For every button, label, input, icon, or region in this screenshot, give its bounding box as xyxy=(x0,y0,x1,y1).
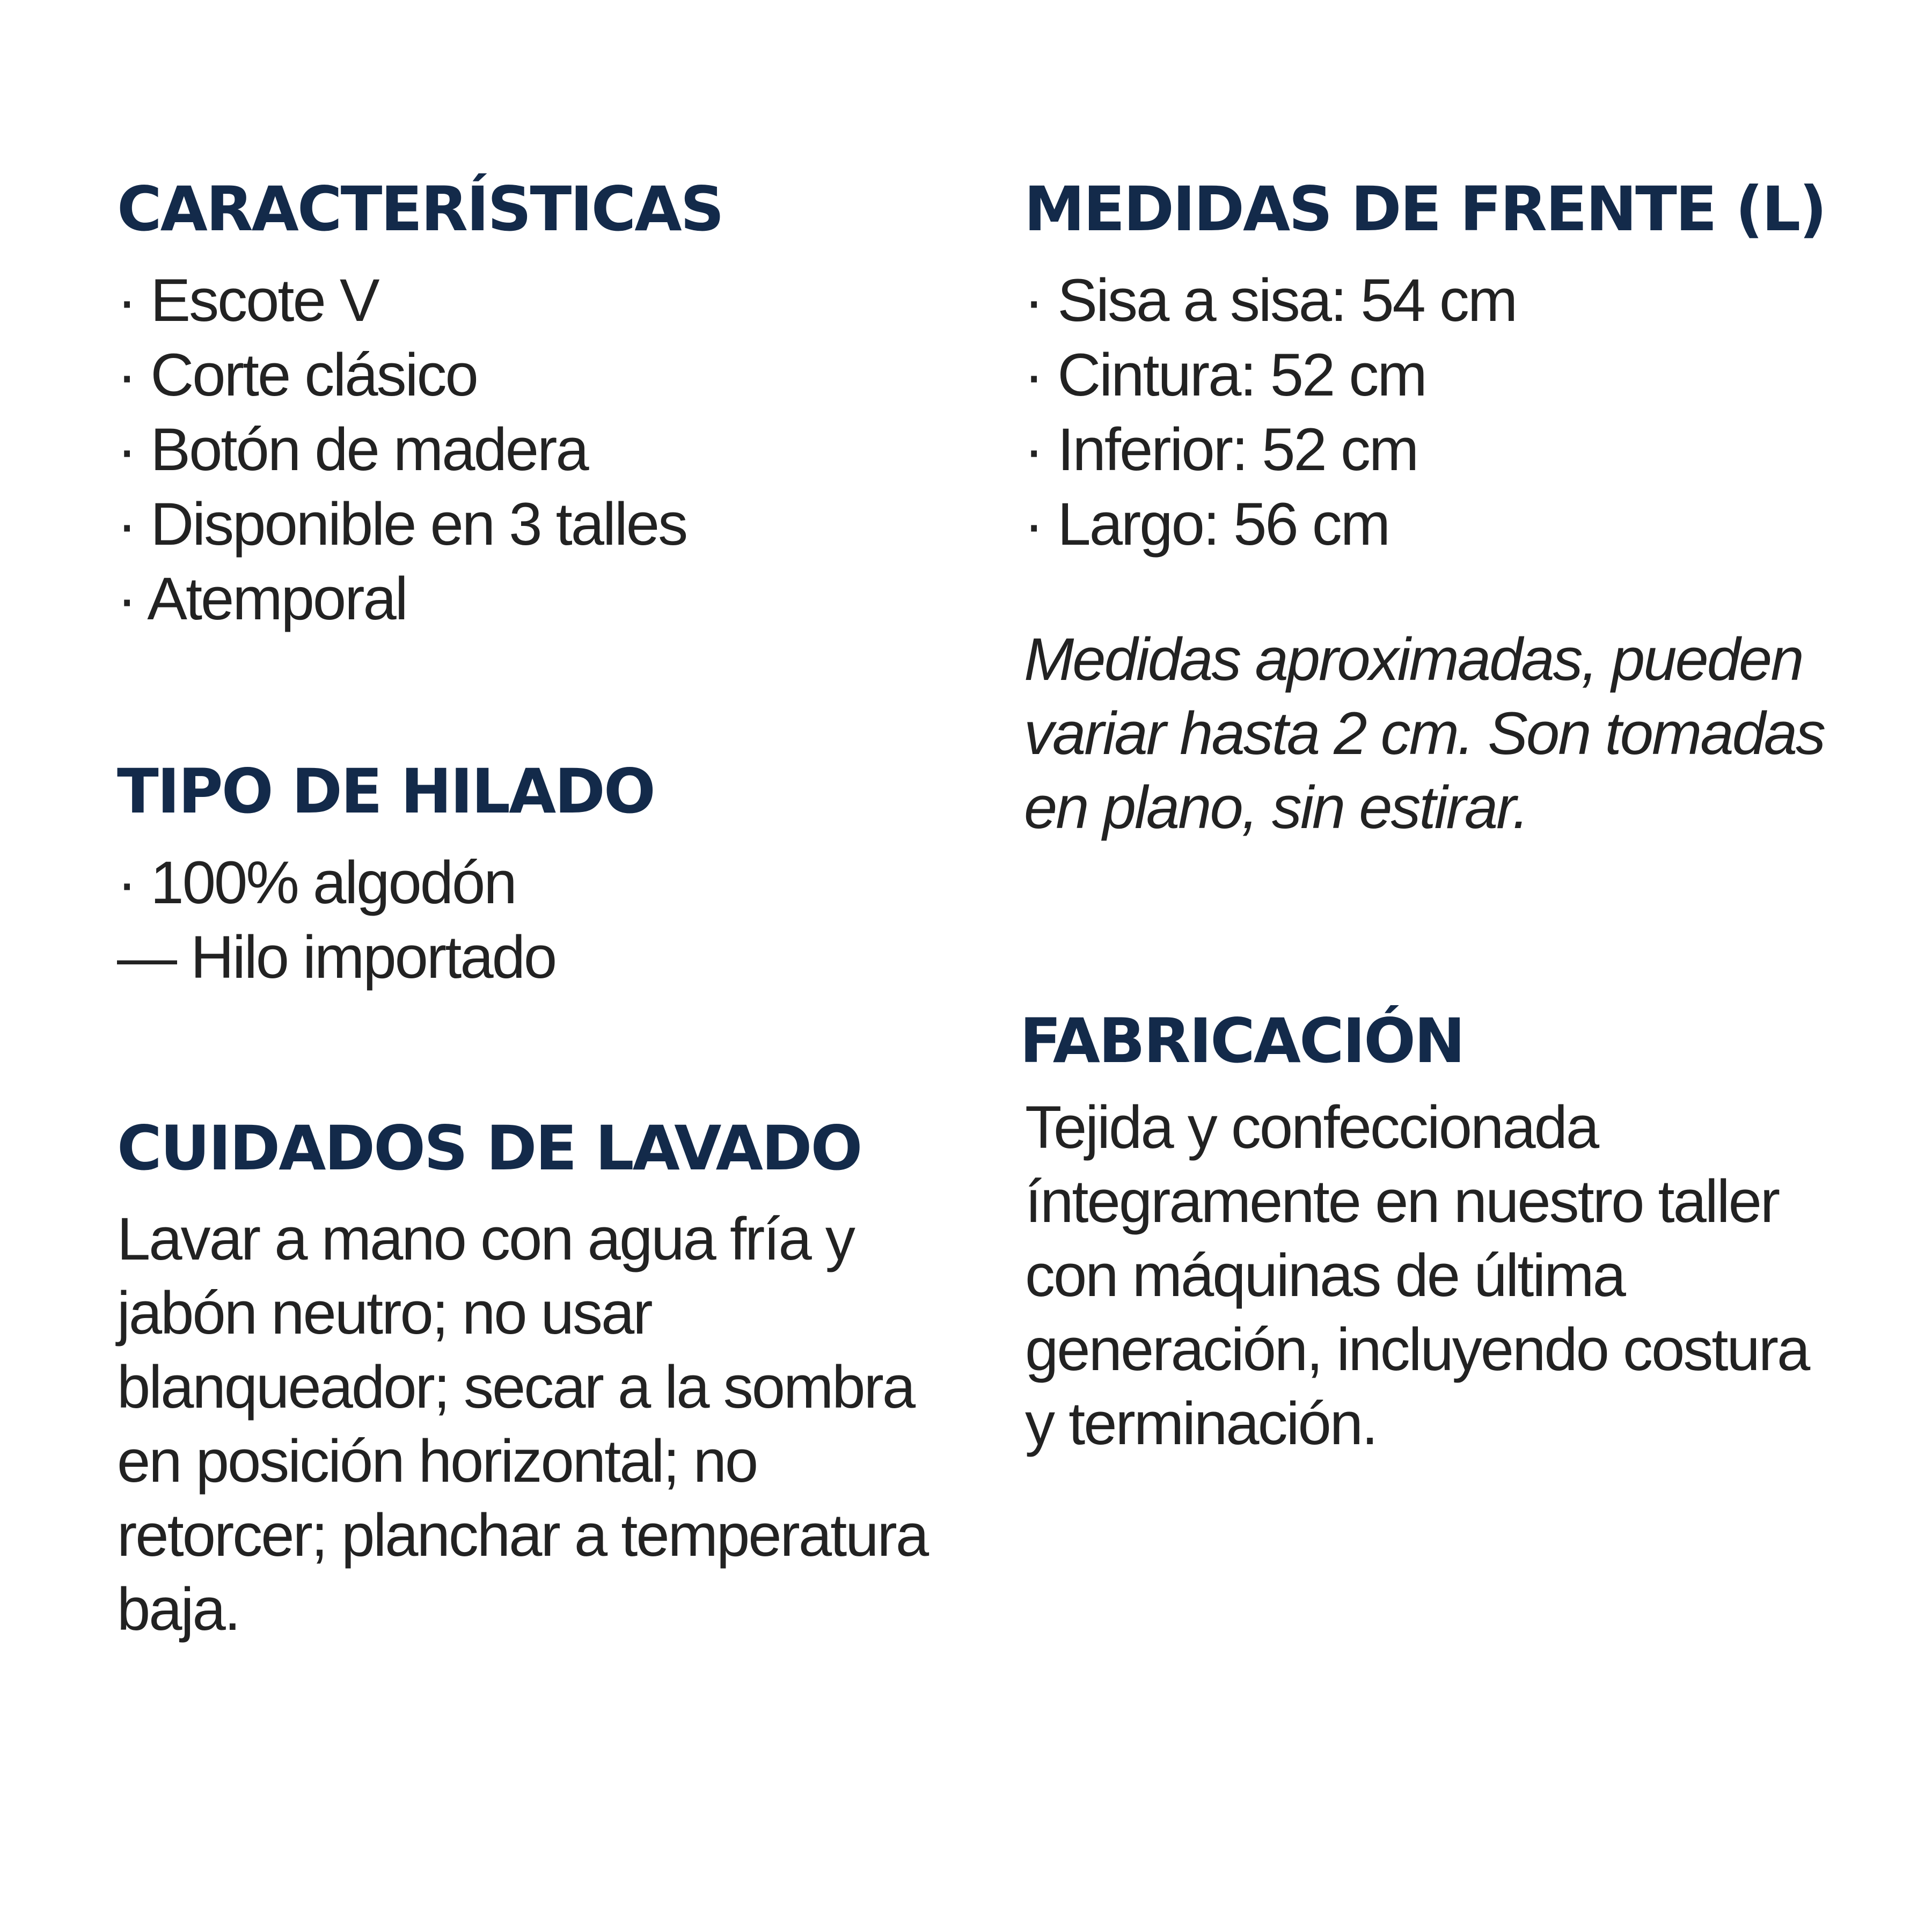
medidas-note: Medidas aproximadas, pueden variar hasta 2 cm. Son tomadas en plano, sin estirar. xyxy=(1024,626,1825,841)
caracteristicas-item: · Atemporal xyxy=(117,565,407,632)
medidas-item: · Inferior: 52 cm xyxy=(1024,416,1418,483)
fabricacion-section xyxy=(1020,1004,1857,1461)
tipo-hilado-item: — Hilo importado xyxy=(117,924,556,991)
medidas-heading: MEDIDAS DE FRENTE (L) xyxy=(1024,173,1826,245)
cuidados-section xyxy=(117,1111,954,1646)
caracteristicas-item: · Botón de madera xyxy=(117,416,588,483)
caracteristicas-item: · Corte clásico xyxy=(117,341,477,408)
cuidados-heading: CUIDADOS DE LAVADO xyxy=(117,1113,861,1184)
caracteristicas-item: · Escote V xyxy=(117,267,378,334)
fabricacion-text: Tejida y confeccionada íntegramente en nuestro taller con máquinas de última generación, incluyendo costura y terminación. xyxy=(1025,1094,1809,1457)
caracteristicas-section xyxy=(117,172,723,636)
tipo-hilado-item: · 100% algodón xyxy=(117,849,516,916)
cuidados-text: Lavar a mano con agua fría y jabón neutro; no usar blanqueador; secar a la sombra en posición horizontal; no retorcer; planchar a temperatura baja. xyxy=(117,1205,928,1643)
tipo-hilado-section xyxy=(117,754,654,994)
caracteristicas-list xyxy=(117,263,723,636)
medidas-item: · Sisa a sisa: 54 cm xyxy=(1024,267,1517,334)
caracteristicas-heading: CARACTERÍSTICAS xyxy=(117,173,723,245)
medidas-item: · Cintura: 52 cm xyxy=(1024,341,1426,408)
medidas-item: · Largo: 56 cm xyxy=(1024,491,1389,558)
medidas-list xyxy=(1024,263,1825,561)
medidas-section xyxy=(1024,172,1825,561)
fabricacion-heading: FABRICACIÓN xyxy=(1020,1005,1464,1077)
caracteristicas-item: · Disponible en 3 talles xyxy=(117,491,687,558)
tipo-hilado-heading: TIPO DE HILADO xyxy=(117,756,654,827)
tipo-hilado-list xyxy=(117,845,654,994)
